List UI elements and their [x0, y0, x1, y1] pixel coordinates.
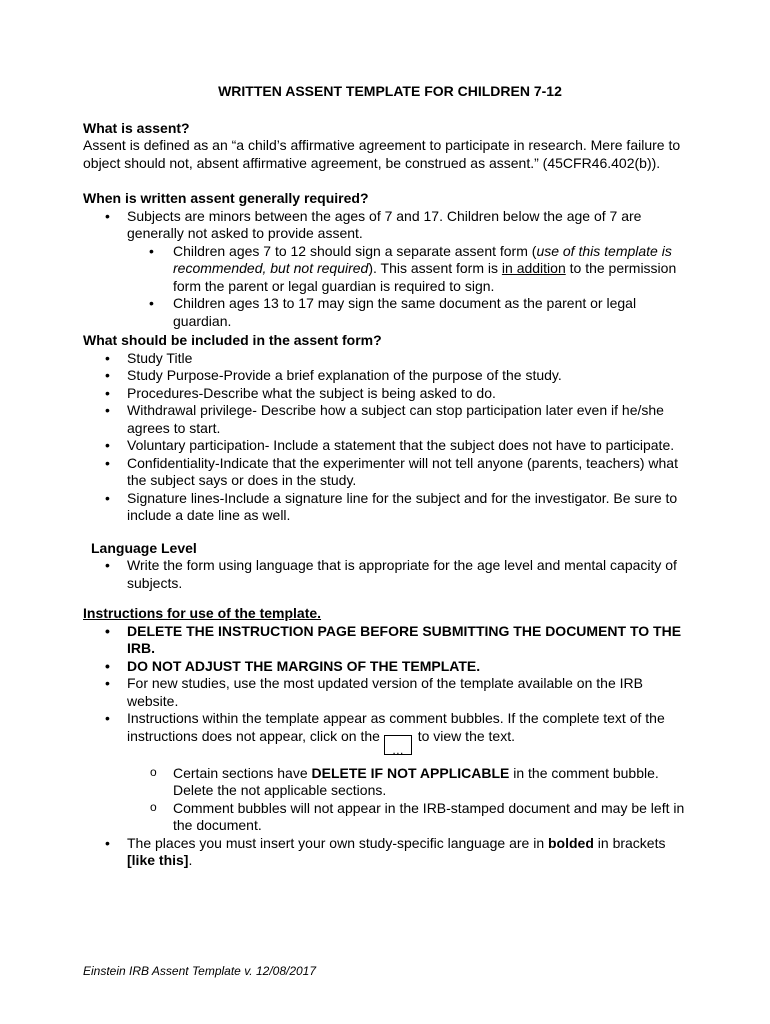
what-is-assent-text: Assent is defined as an “a child’s affirmative agreement to participate in research. Mere failure to object should not, absent affirmative agreement, be construed as assent.” (45CFR46.402(b)).	[83, 137, 681, 171]
document-title: WRITTEN ASSENT TEMPLATE FOR CHILDREN 7-12	[218, 83, 562, 99]
list-item: • Withdrawal privilege- Describe how a subject can stop participation later even if he/she agrees to start.	[83, 402, 689, 437]
list-item: • Procedures-Describe what the subject is being asked to do.	[83, 385, 689, 403]
instructions-sublist	[83, 765, 689, 835]
list-item	[83, 835, 689, 870]
bold-text: DELETE IF NOT APPLICABLE	[311, 764, 510, 781]
list-item: • Study Title	[83, 350, 689, 368]
list-item: • Confidentiality-Indicate that the experimenter will not tell anyone (parents, teachers) what the subject says or does in the study.	[83, 455, 689, 490]
underlined-text: in addition	[501, 260, 566, 276]
list-item: • Voluntary participation- Include a statement that the subject does not have to participate.	[83, 437, 689, 455]
text-run: in brackets	[593, 834, 666, 851]
italic-text: use of this template is recommended, but not required	[173, 242, 672, 276]
bold-text: bolded	[548, 834, 594, 851]
comment-expand-box: …	[384, 735, 412, 755]
language-list	[83, 557, 689, 592]
text-run: to view the text.	[413, 727, 515, 744]
document-page	[83, 83, 689, 870]
when-required-heading: When is written assent generally required?	[83, 190, 369, 206]
list-item: • Subjects are minors between the ages of 7 and 17. Children below the age of 7 are generally not asked to provide assent.	[83, 208, 689, 243]
list-item: • Signature lines-Include a signature line for the subject and for the investigator. Be sure to include a date line as well.	[83, 490, 689, 525]
text-run: to the permission form the parent or legal guardian is required to sign.	[173, 260, 677, 294]
text-run: Certain sections have	[173, 764, 312, 781]
list-item: • DELETE THE INSTRUCTION PAGE BEFORE SUBMITTING THE DOCUMENT TO THE IRB.	[83, 623, 689, 658]
text-run: Children ages 7 to 12 should sign a separate assent form (	[173, 242, 537, 259]
list-item	[83, 710, 689, 755]
list-item	[83, 243, 689, 296]
list-item	[83, 765, 689, 800]
included-heading: What should be included in the assent form?	[83, 332, 382, 348]
text-run: Instructions within the template appear as comment bubbles. If the complete text of the instructions does not appear, click on the	[127, 710, 665, 744]
text-run: .	[188, 852, 193, 868]
list-item: • Children ages 13 to 17 may sign the same document as the parent or legal guardian.	[83, 295, 689, 330]
instructions-heading: Instructions for use of the template.	[83, 605, 322, 621]
instructions-list	[83, 623, 689, 755]
language-heading: Language Level	[91, 539, 197, 556]
bold-text: [like this]	[127, 852, 189, 868]
when-required-list	[83, 208, 689, 331]
what-is-assent-heading: What is assent?	[83, 119, 190, 136]
list-item: • Write the form using language that is appropriate for the age level and mental capacity of subjects.	[83, 557, 689, 592]
list-item: • For new studies, use the most updated version of the template available on the IRB website.	[83, 675, 689, 710]
list-item: o Comment bubbles will not appear in the IRB-stamped document and may be left in the document.	[83, 800, 689, 835]
instructions-list-continued	[83, 835, 689, 870]
list-item: • Study Purpose-Provide a brief explanation of the purpose of the study.	[83, 367, 689, 385]
page-footer: Einstein IRB Assent Template v. 12/08/2017	[83, 964, 317, 978]
text-run: in the comment bubble. Delete the not applicable sections.	[173, 764, 659, 798]
text-run: The places you must insert your own study-specific language are in	[127, 834, 548, 851]
list-item: • DO NOT ADJUST THE MARGINS OF THE TEMPLATE.	[83, 658, 689, 676]
text-run: ). This assent form is	[368, 260, 502, 276]
included-list	[83, 350, 689, 525]
